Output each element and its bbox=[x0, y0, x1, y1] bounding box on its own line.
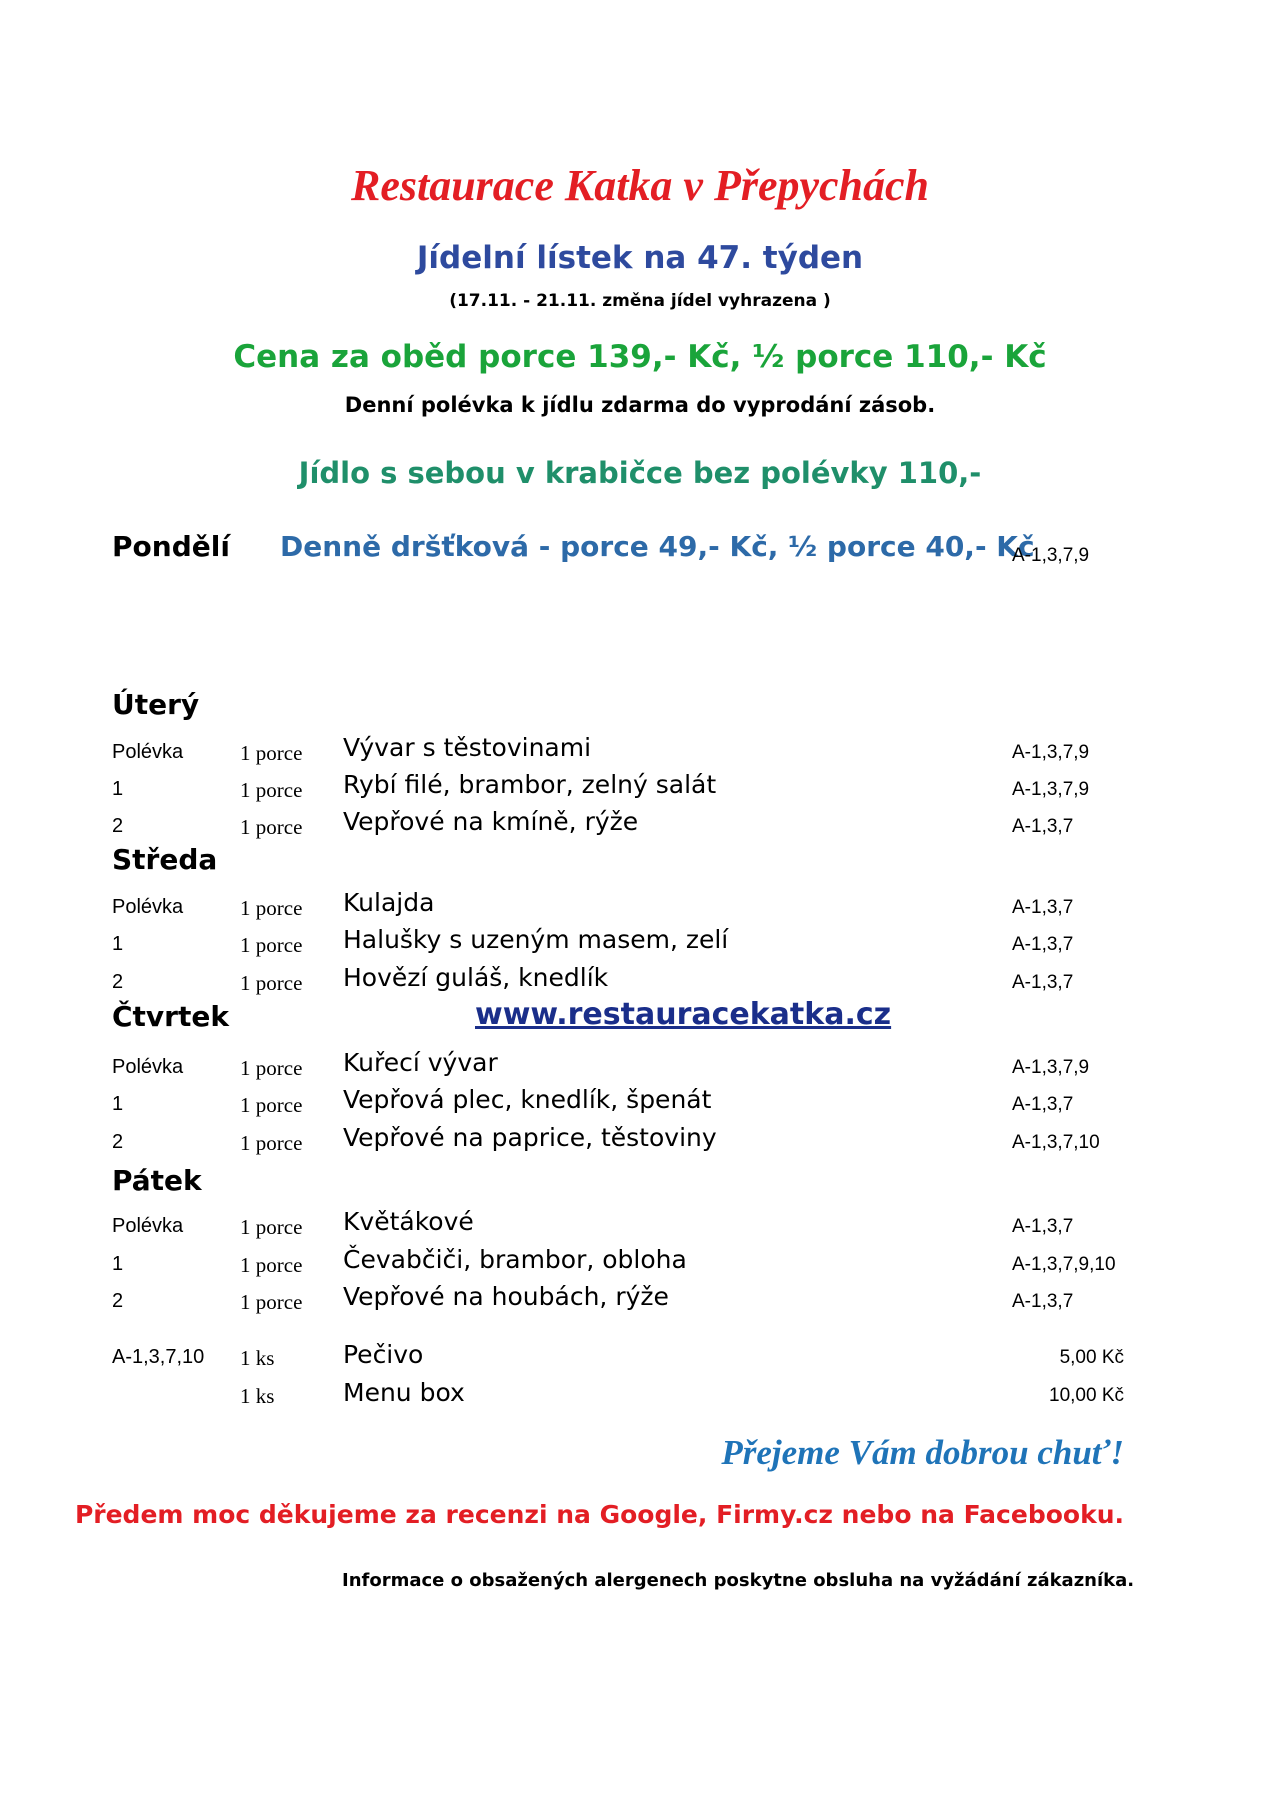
extra-allergens: A-1,3,7,10 bbox=[112, 1346, 205, 1368]
free-soup-note: Denní polévka k jídlu zdarma do vyprodání zásob. bbox=[344, 393, 936, 417]
day-tuesday: Úterý bbox=[112, 688, 200, 721]
extra-item: Menu box bbox=[343, 1378, 465, 1407]
extra-price: 5,00 Kč bbox=[1059, 1347, 1124, 1368]
allergen-info: Informace o obsažených alergenech poskytne obsluha na vyžádání zákazníka. bbox=[342, 1570, 1135, 1591]
row-label: 2 bbox=[112, 1131, 124, 1153]
row-allergens: A-1,3,7 bbox=[1012, 972, 1074, 993]
menu-dates: (17.11. - 21.11. změna jídel vyhrazena ) bbox=[449, 291, 831, 311]
takeaway-price: Jídlo s sebou v krabičce bez polévky 110,- bbox=[298, 456, 982, 490]
row-allergens: A-1,3,7,10 bbox=[1012, 1132, 1100, 1153]
row-label: 1 bbox=[112, 933, 124, 955]
row-portion: 1 porce bbox=[240, 1093, 303, 1117]
monday-allergens: A-1,3,7,9 bbox=[1012, 545, 1090, 566]
extra-item: Pečivo bbox=[343, 1340, 424, 1369]
extra-qty: 1 ks bbox=[240, 1346, 275, 1370]
row-allergens: A-1,3,7,9,10 bbox=[1012, 1254, 1116, 1275]
row-portion: 1 porce bbox=[240, 896, 303, 920]
row-allergens: A-1,3,7 bbox=[1012, 1216, 1074, 1237]
row-label: 1 bbox=[112, 778, 124, 800]
row-dish: Vývar s těstovinami bbox=[343, 733, 592, 762]
row-label: 2 bbox=[112, 971, 124, 993]
row-portion: 1 porce bbox=[240, 1131, 303, 1155]
row-allergens: A-1,3,7,9 bbox=[1012, 742, 1090, 763]
row-portion: 1 porce bbox=[240, 741, 303, 765]
row-dish: Vepřové na kmíně, rýže bbox=[343, 807, 639, 836]
day-friday: Pátek bbox=[112, 1164, 202, 1197]
monday-soup: Denně dršťková - porce 49,- Kč, ½ porce 40,- Kč bbox=[280, 530, 1035, 563]
row-portion: 1 porce bbox=[240, 815, 303, 839]
website-link[interactable]: www.restauracekatka.cz bbox=[475, 997, 892, 1032]
row-dish: Hovězí guláš, knedlík bbox=[343, 963, 609, 992]
day-monday: Pondělí bbox=[112, 530, 230, 563]
row-label: Polévka bbox=[112, 1056, 184, 1078]
row-portion: 1 porce bbox=[240, 933, 303, 957]
row-portion: 1 porce bbox=[240, 1290, 303, 1314]
row-label: 2 bbox=[112, 1290, 124, 1312]
row-label: Polévka bbox=[112, 741, 184, 763]
extra-price: 10,00 Kč bbox=[1049, 1385, 1124, 1406]
day-thursday: Čtvrtek bbox=[112, 1000, 229, 1033]
row-dish: Vepřové na houbách, rýže bbox=[343, 1282, 669, 1311]
row-dish: Rybí filé, brambor, zelný salát bbox=[343, 770, 717, 799]
row-dish: Vepřová plec, knedlík, špenát bbox=[343, 1085, 712, 1114]
day-wednesday: Středa bbox=[112, 843, 218, 876]
row-portion: 1 porce bbox=[240, 1215, 303, 1239]
review-thanks: Předem moc děkujeme za recenzi na Google, Firmy.cz nebo na Facebooku. bbox=[74, 1500, 1124, 1529]
row-portion: 1 porce bbox=[240, 1253, 303, 1277]
row-label: 1 bbox=[112, 1093, 124, 1115]
bon-appetit-note: Přejeme Vám dobrou chuť! bbox=[721, 1433, 1124, 1472]
row-label: 1 bbox=[112, 1253, 124, 1275]
row-label: Polévka bbox=[112, 896, 184, 918]
row-portion: 1 porce bbox=[240, 778, 303, 802]
row-allergens: A-1,3,7 bbox=[1012, 934, 1074, 955]
row-label: Polévka bbox=[112, 1215, 184, 1237]
restaurant-title: Restaurace Katka v Přepychách bbox=[350, 161, 930, 210]
row-allergens: A-1,3,7 bbox=[1012, 1291, 1074, 1312]
row-allergens: A-1,3,7 bbox=[1012, 1094, 1074, 1115]
row-dish: Halušky s uzeným masem, zelí bbox=[343, 925, 729, 954]
row-allergens: A-1,3,7,9 bbox=[1012, 779, 1090, 800]
row-portion: 1 porce bbox=[240, 1056, 303, 1080]
row-allergens: A-1,3,7,9 bbox=[1012, 1057, 1090, 1078]
row-dish: Květákové bbox=[343, 1207, 474, 1236]
row-dish: Čevabčiči, brambor, obloha bbox=[343, 1245, 687, 1274]
row-dish: Vepřové na paprice, těstoviny bbox=[343, 1123, 717, 1152]
menu-subtitle: Jídelní lístek na 47. týden bbox=[416, 240, 864, 276]
row-label: 2 bbox=[112, 815, 124, 837]
row-portion: 1 porce bbox=[240, 971, 303, 995]
row-dish: Kuřecí vývar bbox=[343, 1048, 498, 1077]
row-dish: Kulajda bbox=[343, 888, 435, 917]
extra-qty: 1 ks bbox=[240, 1384, 275, 1408]
row-allergens: A-1,3,7 bbox=[1012, 897, 1074, 918]
lunch-price: Cena za oběd porce 139,- Kč, ½ porce 110,- Kč bbox=[233, 339, 1047, 375]
row-allergens: A-1,3,7 bbox=[1012, 816, 1074, 837]
